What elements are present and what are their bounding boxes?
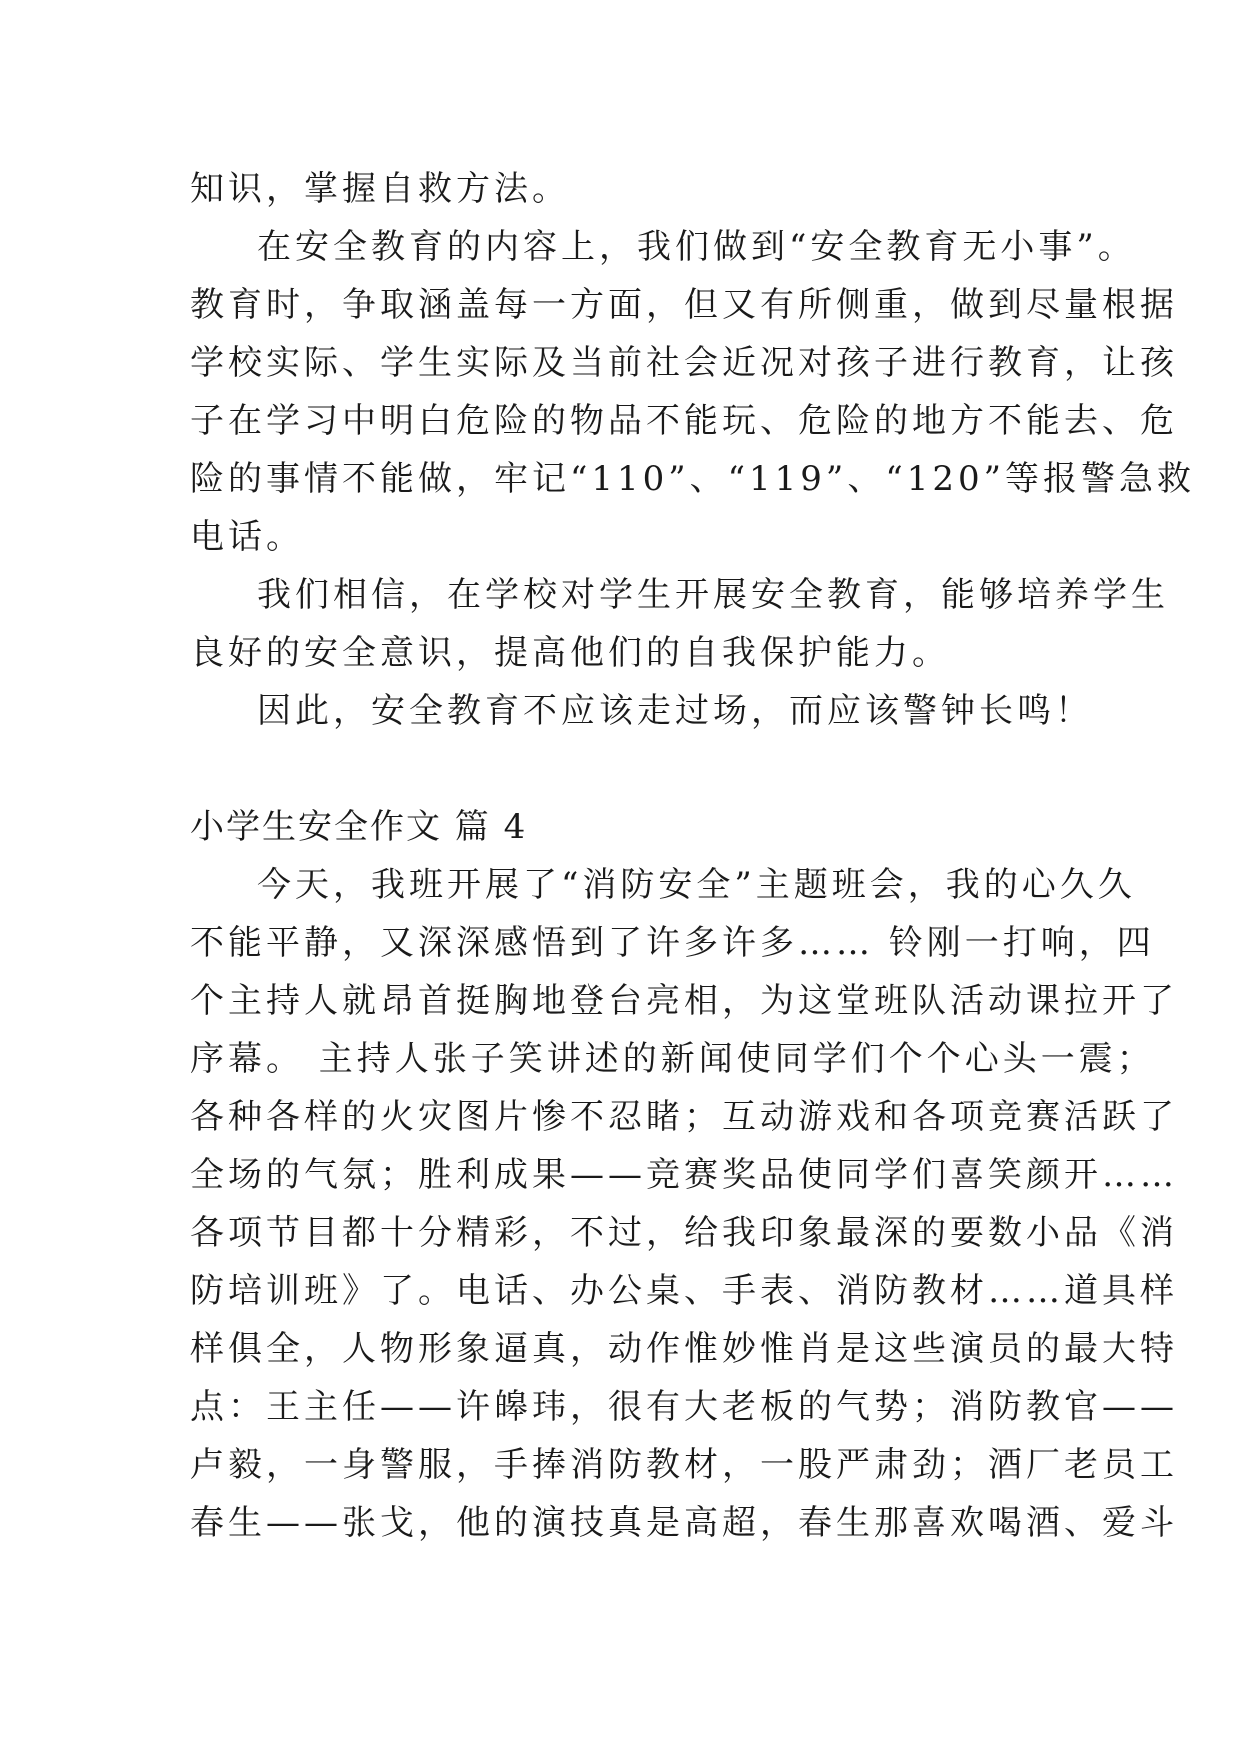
paragraph-line: 在安全教育的内容上，我们做到“安全教育无小事”。: [257, 227, 1136, 267]
section-spacer: [190, 740, 1052, 798]
paragraph-line: 点：王主任——许皞玮，很有大老板的气势；消防教官——: [190, 1387, 1178, 1427]
paragraph-line: 子在学习中明白危险的物品不能玩、危险的地方不能去、危: [190, 401, 1178, 441]
paragraph-line: 全场的气氛；胜利成果——竞赛奖品使同学们喜笑颜开……: [190, 1155, 1178, 1195]
paragraph-line: 因此，安全教育不应该走过场，而应该警钟长鸣！: [257, 691, 1093, 731]
paragraph-fire-safety-meeting: [190, 856, 1178, 1552]
paragraph-safety-content: [190, 218, 1195, 566]
section-heading: 小学生安全作文 篇 4: [190, 807, 528, 847]
paragraph-line: 良好的安全意识，提高他们的自我保护能力。: [190, 633, 950, 673]
paragraph-line: 知识，掌握自救方法。: [190, 169, 570, 209]
paragraph-line: 今天，我班开展了“消防安全”主题班会，我的心久久: [257, 865, 1136, 905]
paragraph-belief: [190, 566, 1169, 682]
paragraph-line: 个主持人就昂首挺胸地登台亮相，为这堂班队活动课拉开了: [190, 981, 1178, 1021]
paragraph-line: 教育时，争取涵盖每一方面，但又有所侧重，做到尽量根据: [190, 285, 1178, 325]
paragraph-line: 不能平静，又深深感悟到了许多许多…… 铃刚一打响，四: [190, 923, 1155, 963]
paragraph-line: 各项节目都十分精彩，不过，给我印象最深的要数小品《消: [190, 1213, 1178, 1253]
paragraph-line: 电话。: [190, 517, 304, 557]
paragraph-line: 序幕。 主持人张子笑讲述的新闻使同学们个个心头一震；: [190, 1039, 1155, 1079]
paragraph-line: 我们相信，在学校对学生开展安全教育，能够培养学生: [257, 575, 1169, 615]
paragraph-line: 学校实际、学生实际及当前社会近况对孩子进行教育，让孩: [190, 343, 1178, 383]
document-page: [190, 160, 1195, 1552]
paragraph-line: 各种各样的火灾图片惨不忍睹；互动游戏和各项竞赛活跃了: [190, 1097, 1178, 1137]
paragraph-line: 卢毅，一身警服，手捧消防教材，一股严肃劲；酒厂老员工: [190, 1445, 1178, 1485]
paragraph-line: 春生——张戈，他的演技真是高超，春生那喜欢喝酒、爱斗: [190, 1503, 1178, 1543]
paragraph-line: 防培训班》了。电话、办公桌、手表、消防教材……道具样: [190, 1271, 1178, 1311]
paragraph-line: 样俱全，人物形象逼真，动作惟妙惟肖是这些演员的最大特: [190, 1329, 1178, 1369]
paragraph-line: 险的事情不能做，牢记“110”、“119”、“120”等报警急救: [190, 459, 1195, 499]
paragraph-conclusion: [190, 682, 1093, 740]
